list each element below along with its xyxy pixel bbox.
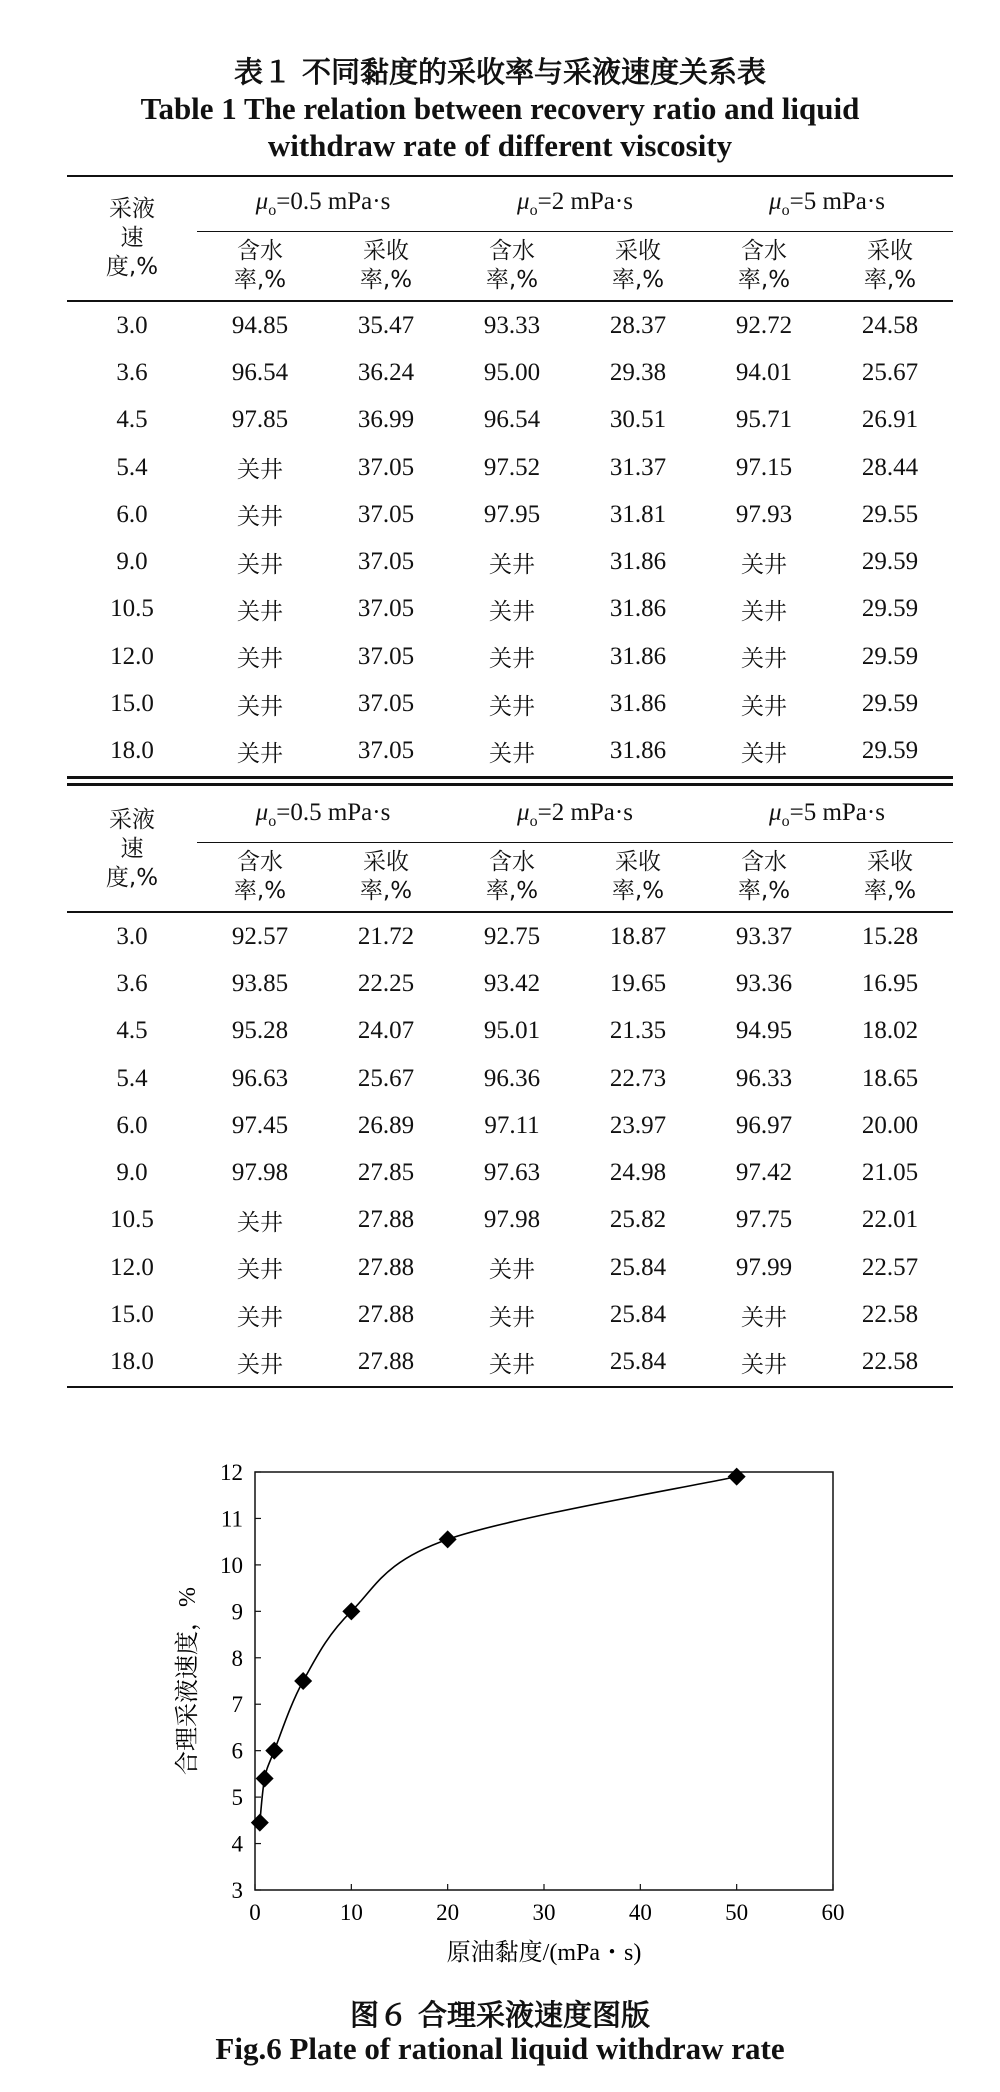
- table-row: [67, 586, 953, 633]
- value-cell: 28.44: [861, 453, 919, 481]
- x-tick-label: 30: [532, 1900, 556, 1925]
- data-point: [256, 1770, 274, 1788]
- rate-cell: 18.0: [110, 1348, 154, 1376]
- figure-caption-en: Fig.6 Plate of rational liquid withdraw rate: [215, 2031, 785, 2066]
- x-tick-label: 40: [628, 1900, 652, 1925]
- x-tick-label: 50: [725, 1900, 749, 1925]
- subheader-recovery: 采收 率,%: [359, 238, 413, 293]
- value-cell: 37.05: [357, 690, 415, 718]
- subheader-water-cut: 含水 率,%: [233, 238, 287, 293]
- value-cell: 18.87: [609, 922, 667, 950]
- table-caption-en-line1: Table 1 The relation between recovery ratio and liquid: [140, 91, 860, 126]
- value-cell: 29.59: [861, 548, 919, 576]
- subheader-recovery: 采收 率,%: [863, 238, 917, 293]
- value-cell: 94.01: [735, 358, 793, 386]
- rate-cell: 4.5: [116, 406, 148, 434]
- rate-cell: 3.6: [116, 969, 148, 997]
- value-cell: 25.84: [609, 1348, 667, 1376]
- value-cell: 25.84: [609, 1301, 667, 1329]
- value-cell: 37.05: [357, 453, 415, 481]
- value-cell: 27.88: [357, 1301, 415, 1329]
- value-cell: 关井: [237, 693, 283, 720]
- rate-cell: 15.0: [110, 690, 154, 718]
- value-cell: 关井: [489, 551, 535, 578]
- rate-cell: 4.5: [116, 1017, 148, 1045]
- y-tick-label: 12: [220, 1460, 243, 1485]
- value-cell: 96.36: [483, 1064, 541, 1092]
- x-axis-label: 原油黏度/(mPa・s): [446, 1940, 642, 1966]
- value-cell: 97.85: [231, 406, 289, 434]
- group-header-0.5: $\mu_o=0.5$ mPa·s: [197, 176, 449, 232]
- data-point: [728, 1468, 746, 1486]
- value-cell: 24.98: [609, 1159, 667, 1187]
- value-cell: 95.28: [231, 1017, 289, 1045]
- value-cell: 22.58: [861, 1348, 919, 1376]
- value-cell: 关井: [237, 551, 283, 578]
- y-tick-label: 10: [220, 1552, 243, 1578]
- value-cell: 25.82: [609, 1206, 667, 1234]
- subheader-water-cut: 含水 率,%: [485, 238, 539, 293]
- value-cell: 关井: [741, 551, 787, 578]
- value-cell: 95.00: [483, 358, 541, 386]
- value-cell: 关井: [237, 1351, 283, 1378]
- subheader-recovery: 采收 率,%: [611, 238, 665, 293]
- table-caption-cn: 表１ 不同黏度的采收率与采液速度关系表: [233, 55, 767, 89]
- table-row: [67, 1008, 953, 1055]
- value-cell: 22.58: [861, 1301, 919, 1329]
- value-cell: 21.72: [357, 922, 415, 950]
- value-cell: 关井: [237, 457, 283, 484]
- value-cell: 97.11: [484, 1111, 540, 1139]
- value-cell: 22.01: [861, 1206, 919, 1234]
- table-row: [67, 960, 953, 1007]
- group-header-0.5: $\mu_o=0.5$ mPa·s: [197, 788, 449, 843]
- value-cell: 93.37: [735, 922, 793, 950]
- value-cell: 96.33: [735, 1064, 793, 1092]
- value-cell: 31.86: [609, 595, 667, 623]
- value-cell: 26.89: [357, 1111, 415, 1139]
- value-cell: 关井: [489, 740, 535, 767]
- value-cell: 18.02: [861, 1017, 919, 1045]
- figure-caption-cn: 图６ 合理采液速度图版: [349, 1998, 651, 2032]
- value-cell: 24.07: [357, 1017, 415, 1045]
- x-tick-label: 0: [249, 1900, 261, 1925]
- rate-cell: 3.6: [116, 358, 148, 386]
- table-row: [67, 1291, 953, 1338]
- value-cell: 23.97: [609, 1111, 667, 1139]
- table-row: [67, 1197, 953, 1244]
- value-cell: 30.51: [609, 406, 667, 434]
- rate-cell: 5.4: [116, 453, 148, 481]
- y-tick-label: 9: [231, 1599, 243, 1625]
- value-cell: 31.86: [609, 690, 667, 718]
- value-cell: 97.98: [483, 1206, 541, 1234]
- rate-cell: 12.0: [110, 1253, 154, 1281]
- y-tick-label: 3: [231, 1878, 243, 1903]
- value-cell: 29.59: [861, 737, 919, 765]
- viscosity-chart: [0, 1430, 1000, 1970]
- value-cell: 36.99: [357, 406, 415, 434]
- rate-cell: 9.0: [116, 1159, 148, 1187]
- value-cell: 22.57: [861, 1253, 919, 1281]
- table-row: [67, 680, 953, 727]
- value-cell: 95.01: [483, 1017, 541, 1045]
- value-cell: 24.58: [861, 311, 919, 339]
- x-tick-label: 10: [339, 1900, 363, 1925]
- value-cell: 关井: [741, 1351, 787, 1378]
- table-row: [67, 301, 953, 349]
- value-cell: 97.93: [735, 500, 793, 528]
- value-cell: 93.33: [483, 311, 541, 339]
- value-cell: 关井: [489, 646, 535, 673]
- value-cell: 29.59: [861, 690, 919, 718]
- data-point: [251, 1814, 269, 1832]
- group-header-2: $\mu_o=2$ mPa·s: [449, 176, 701, 232]
- value-cell: 29.55: [861, 500, 919, 528]
- data-point: [294, 1672, 312, 1690]
- plot-frame: [255, 1472, 833, 1890]
- table-row: [67, 1339, 953, 1387]
- rate-cell: 3.0: [116, 311, 148, 339]
- value-cell: 21.35: [609, 1017, 667, 1045]
- rate-cell: 18.0: [110, 737, 154, 765]
- rate-cell: 10.5: [110, 595, 154, 623]
- value-cell: 关井: [741, 740, 787, 767]
- value-cell: 关井: [237, 504, 283, 531]
- table-row: [67, 491, 953, 538]
- rate-cell: 6.0: [116, 1111, 148, 1139]
- value-cell: 22.73: [609, 1064, 667, 1092]
- table-row: [67, 912, 953, 960]
- value-cell: 37.05: [357, 500, 415, 528]
- table-row: [67, 397, 953, 444]
- value-cell: 97.63: [483, 1159, 541, 1187]
- y-axis-label: 合理采液速度，%: [175, 1587, 201, 1775]
- value-cell: 96.54: [231, 358, 289, 386]
- value-cell: 27.85: [357, 1159, 415, 1187]
- table-row: [67, 1244, 953, 1291]
- value-cell: 94.95: [735, 1017, 793, 1045]
- value-cell: 94.85: [231, 311, 289, 339]
- value-cell: 93.85: [231, 969, 289, 997]
- subheader-recovery: 采收 率,%: [611, 849, 665, 904]
- subheader-water-cut: 含水 率,%: [485, 849, 539, 904]
- value-cell: 96.97: [735, 1111, 793, 1139]
- x-tick-label: 20: [436, 1900, 460, 1925]
- rate-cell: 5.4: [116, 1064, 148, 1092]
- rate-cell: 3.0: [116, 922, 148, 950]
- rate-cell: 10.5: [110, 1206, 154, 1234]
- value-cell: 97.15: [735, 453, 793, 481]
- data-point: [439, 1530, 457, 1548]
- y-tick-label: 5: [231, 1785, 243, 1811]
- value-cell: 29.38: [609, 358, 667, 386]
- value-cell: 31.37: [609, 453, 667, 481]
- value-cell: 20.00: [861, 1111, 919, 1139]
- corner-header: 采液 速 度,%: [105, 807, 159, 891]
- table-caption-en-line2: withdraw rate of different viscosity: [267, 128, 733, 163]
- value-cell: 19.65: [609, 969, 667, 997]
- value-cell: 25.84: [609, 1253, 667, 1281]
- table-row: [67, 728, 953, 775]
- value-cell: 37.05: [357, 595, 415, 623]
- value-cell: 31.86: [609, 548, 667, 576]
- value-cell: 97.99: [735, 1253, 793, 1281]
- value-cell: 93.42: [483, 969, 541, 997]
- value-cell: 31.81: [609, 500, 667, 528]
- value-cell: 31.86: [609, 642, 667, 670]
- value-cell: 27.88: [357, 1348, 415, 1376]
- value-cell: 关井: [489, 1304, 535, 1331]
- corner-header: 采液 速 度,%: [105, 196, 159, 280]
- value-cell: 29.59: [861, 642, 919, 670]
- value-cell: 21.05: [861, 1159, 919, 1187]
- value-cell: 关井: [237, 740, 283, 767]
- value-cell: 27.88: [357, 1253, 415, 1281]
- x-tick-label: 60: [821, 1900, 845, 1925]
- value-cell: 97.98: [231, 1159, 289, 1187]
- value-cell: 关井: [237, 598, 283, 625]
- value-cell: 35.47: [357, 311, 415, 339]
- value-cell: 25.67: [861, 358, 919, 386]
- value-cell: 15.28: [861, 922, 919, 950]
- table-row: [67, 1102, 953, 1149]
- group-header-5: $\mu_o=5$ mPa·s: [701, 176, 953, 232]
- value-cell: 97.75: [735, 1206, 793, 1234]
- value-cell: 关井: [741, 646, 787, 673]
- value-cell: 关井: [489, 598, 535, 625]
- table-divider: [67, 776, 953, 786]
- subheader-water-cut: 含水 率,%: [737, 238, 791, 293]
- value-cell: 关井: [237, 646, 283, 673]
- value-cell: 关井: [489, 693, 535, 720]
- table-row: [67, 538, 953, 585]
- y-tick-label: 7: [231, 1692, 243, 1718]
- value-cell: 37.05: [357, 737, 415, 765]
- value-cell: 97.42: [735, 1159, 793, 1187]
- value-cell: 关井: [741, 1304, 787, 1331]
- value-cell: 25.67: [357, 1064, 415, 1092]
- value-cell: 18.65: [861, 1064, 919, 1092]
- value-cell: 36.24: [357, 358, 415, 386]
- data-point: [265, 1742, 283, 1760]
- subheader-water-cut: 含水 率,%: [737, 849, 791, 904]
- value-cell: 26.91: [861, 406, 919, 434]
- series-line: [260, 1477, 737, 1823]
- value-cell: 29.59: [861, 595, 919, 623]
- y-tick-label: 4: [231, 1831, 243, 1857]
- group-header-5: $\mu_o=5$ mPa·s: [701, 788, 953, 843]
- value-cell: 关井: [489, 1257, 535, 1284]
- value-cell: 92.72: [735, 311, 793, 339]
- data-table-bottom: [67, 788, 953, 1388]
- value-cell: 31.86: [609, 737, 667, 765]
- rate-cell: 15.0: [110, 1301, 154, 1329]
- table-row: [67, 1055, 953, 1102]
- y-tick-label: 8: [231, 1645, 243, 1671]
- table-row: [67, 1149, 953, 1196]
- value-cell: 关井: [237, 1257, 283, 1284]
- value-cell: 96.63: [231, 1064, 289, 1092]
- table-row: [67, 349, 953, 396]
- value-cell: 92.75: [483, 922, 541, 950]
- value-cell: 27.88: [357, 1206, 415, 1234]
- table-row: [67, 444, 953, 491]
- value-cell: 95.71: [735, 406, 793, 434]
- value-cell: 97.52: [483, 453, 541, 481]
- y-tick-label: 6: [231, 1738, 243, 1764]
- value-cell: 96.54: [483, 406, 541, 434]
- value-cell: 28.37: [609, 311, 667, 339]
- subheader-recovery: 采收 率,%: [359, 849, 413, 904]
- value-cell: 关井: [741, 693, 787, 720]
- value-cell: 97.95: [483, 500, 541, 528]
- group-header-2: $\mu_o=2$ mPa·s: [449, 788, 701, 843]
- rate-cell: 6.0: [116, 500, 148, 528]
- value-cell: 关井: [489, 1351, 535, 1378]
- data-table-top: [67, 175, 953, 775]
- value-cell: 关井: [237, 1209, 283, 1236]
- value-cell: 关井: [237, 1304, 283, 1331]
- value-cell: 37.05: [357, 642, 415, 670]
- y-tick-label: 11: [220, 1506, 243, 1532]
- subheader-recovery: 采收 率,%: [863, 849, 917, 904]
- value-cell: 22.25: [357, 969, 415, 997]
- value-cell: 93.36: [735, 969, 793, 997]
- value-cell: 37.05: [357, 548, 415, 576]
- subheader-water-cut: 含水 率,%: [233, 849, 287, 904]
- value-cell: 16.95: [861, 969, 919, 997]
- value-cell: 关井: [741, 598, 787, 625]
- value-cell: 92.57: [231, 922, 289, 950]
- rate-cell: 9.0: [116, 548, 148, 576]
- rate-cell: 12.0: [110, 642, 154, 670]
- table-row: [67, 633, 953, 680]
- value-cell: 97.45: [231, 1111, 289, 1139]
